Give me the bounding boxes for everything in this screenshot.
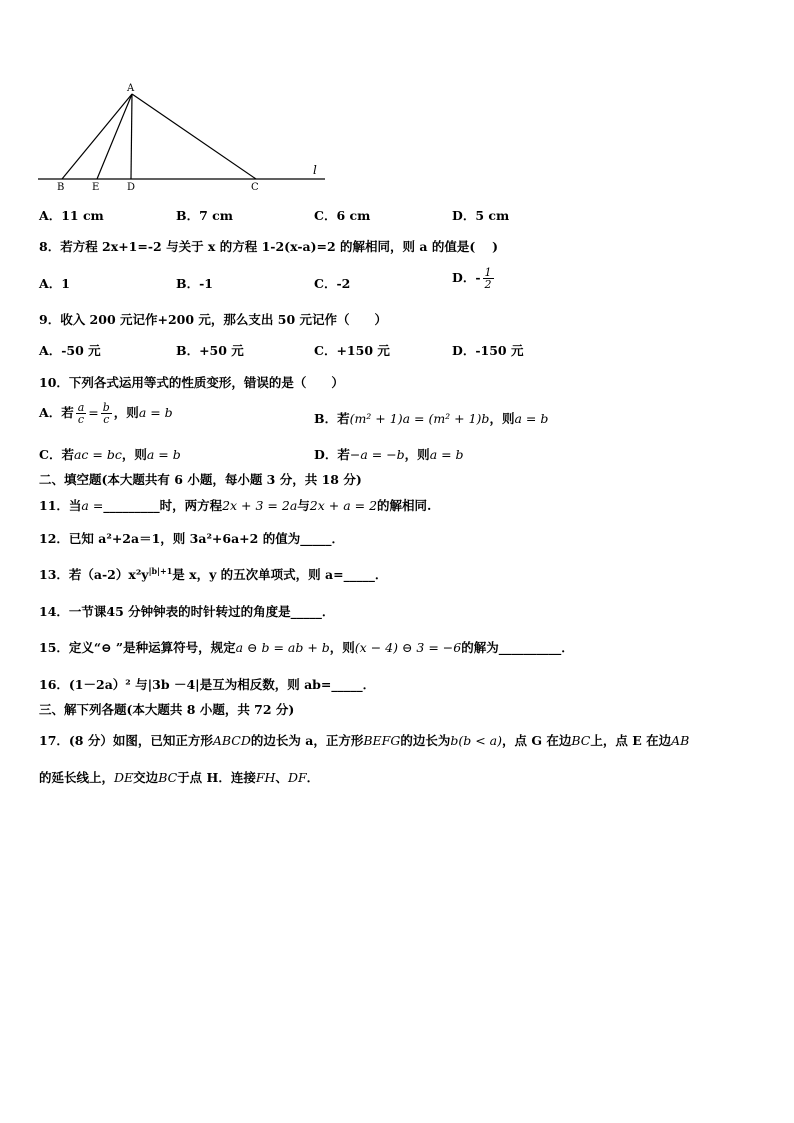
segment-AB bbox=[62, 94, 132, 179]
q17-line-2 bbox=[39, 769, 319, 787]
fraction-numerator: 1 bbox=[484, 266, 492, 279]
q11-m2: 2x + 3 = 2a bbox=[222, 498, 298, 513]
q9-text: 9．收入 200 元记作+200 元，那么支出 50 元记作（ ） bbox=[39, 312, 388, 327]
segment-AD bbox=[131, 94, 132, 179]
q17-l1-p1: 17．(8 分）如图，已知正方形 bbox=[39, 733, 213, 748]
q9-option-b: B．+50 元 bbox=[176, 343, 244, 358]
q15-m1: a ⊖ b = ab + b bbox=[235, 640, 330, 655]
q16-text: 16．(1－2a）² 与|3b －4|是互为相反数，则 ab=_____． bbox=[39, 677, 376, 692]
q9-option-c: C．+150 元 bbox=[314, 343, 390, 358]
q10-b-math: (m² + 1)a = (m² + 1)b bbox=[349, 411, 490, 426]
q14-text: 14．一节课45 分钟钟表的时针转过的角度是_____． bbox=[39, 604, 335, 619]
q9-option-d: D．-150 元 bbox=[452, 343, 524, 358]
q10-c-prefix: C．若 bbox=[39, 447, 74, 462]
label-B: B bbox=[57, 182, 65, 193]
label-A: A bbox=[127, 83, 135, 94]
q9-option-a: A．-50 元 bbox=[39, 343, 101, 358]
q8-option-c: C．-2 bbox=[314, 276, 351, 291]
q11-blank: _________ bbox=[103, 498, 160, 513]
q7-option-b: B．7 cm bbox=[176, 208, 233, 223]
q17-l2-p5: ． bbox=[306, 770, 320, 785]
q10-option-c bbox=[39, 446, 181, 464]
q8-option-b: B．-1 bbox=[176, 276, 213, 291]
q17-m7: BC bbox=[158, 770, 178, 785]
q17-l1-p3: 的边长为 bbox=[400, 733, 451, 748]
q17-m1: ABCD bbox=[212, 733, 251, 748]
q17-m5: AB bbox=[671, 733, 690, 748]
q7-option-d: D．5 cm bbox=[452, 208, 510, 223]
q10-option-b bbox=[314, 410, 548, 428]
segment-AE bbox=[97, 94, 132, 179]
q10-a-equals: = bbox=[88, 405, 99, 420]
q15-p2: ，则 bbox=[329, 640, 355, 655]
q10-c-math: ac = bc bbox=[73, 447, 122, 462]
q10-a-fraction-2 bbox=[101, 402, 112, 425]
q11-p3: 与 bbox=[297, 498, 310, 513]
q17-l2-p3: 于点 H．连接 bbox=[177, 770, 256, 785]
q13-superscript: |b|+1 bbox=[148, 565, 173, 576]
label-D: D bbox=[127, 182, 136, 193]
q10-d-suffix: ，则 bbox=[404, 447, 430, 462]
q8-text: 8．若方程 2x+1=-2 与关于 x 的方程 1-2(x-a)=2 的解相同，则 a 的值是( ) bbox=[39, 239, 499, 254]
q7-option-a: A．11 cm bbox=[39, 208, 104, 223]
q7-option-c: C．6 cm bbox=[314, 208, 371, 223]
q17-m3: b(b < a) bbox=[450, 733, 502, 748]
q17-l2-p4: 、 bbox=[275, 770, 288, 785]
q10-option-d bbox=[314, 446, 464, 464]
label-C: C bbox=[251, 182, 259, 193]
q15-p1: 15．定义“⊖ ”是种运算符号，规定 bbox=[39, 640, 236, 655]
label-l: l bbox=[313, 163, 317, 177]
q10-option-a bbox=[39, 402, 173, 425]
q17-m8: FH bbox=[255, 770, 276, 785]
q10-a-math: a = b bbox=[138, 405, 173, 420]
q10-d-math2: a = b bbox=[429, 447, 464, 462]
q13-p2: 是 x，y 的五次单项式，则 a=_____． bbox=[172, 567, 388, 582]
q11-p1: 11．当 bbox=[39, 498, 82, 513]
q10-c-suffix: ，则 bbox=[121, 447, 147, 462]
q17-l1-p5: 上，点 E 在边 bbox=[590, 733, 672, 748]
q12-text: 12．已知 a²+2a＝1，则 3a²+6a+2 的值为_____． bbox=[39, 531, 344, 546]
q11-m1: a = bbox=[81, 498, 104, 513]
q8-option-d-fraction bbox=[483, 267, 494, 290]
q10-c-math2: a = b bbox=[146, 447, 181, 462]
fraction-numerator: b bbox=[102, 401, 110, 414]
q8-option-d bbox=[452, 267, 496, 290]
q13-p1: 13．若（a-2）x²y bbox=[39, 567, 149, 582]
section-3-heading: 三、解下列各题(本大题共 8 小题，共 72 分) bbox=[39, 702, 295, 717]
q10-a-suffix: ，则 bbox=[113, 405, 139, 420]
q17-l2-p1: 的延长线上， bbox=[39, 770, 115, 785]
fraction-denominator: c bbox=[77, 413, 85, 426]
q10-d-math: −a = −b bbox=[349, 447, 405, 462]
q15-m2: (x − 4) ⊖ 3 = −6 bbox=[354, 640, 462, 655]
fraction-numerator: a bbox=[77, 401, 85, 414]
q10-b-suffix: ，则 bbox=[489, 411, 515, 426]
q15-p3: 的解为__________． bbox=[461, 640, 574, 655]
q17-m2: BEFG bbox=[363, 733, 401, 748]
q17-l1-p2: 的边长为 a，正方形 bbox=[250, 733, 364, 748]
triangle-figure bbox=[35, 80, 335, 195]
q10-a-prefix: A．若 bbox=[39, 405, 74, 420]
q10-b-math2: a = b bbox=[514, 411, 549, 426]
q10-d-prefix: D．若 bbox=[314, 447, 350, 462]
q17-line-1 bbox=[39, 732, 689, 750]
section-2-heading: 二、填空题(本大题共有 6 小题，每小题 3 分，共 18 分) bbox=[39, 472, 362, 487]
q11-p4: 的解相同. bbox=[377, 498, 432, 513]
q15-text bbox=[39, 639, 574, 657]
q10-text: 10．下列各式运用等式的性质变形，错误的是（ ） bbox=[39, 375, 344, 390]
q10-b-prefix: B．若 bbox=[314, 411, 350, 426]
q17-l1-p4: ，点 G 在边 bbox=[501, 733, 572, 748]
q17-m4: BC bbox=[571, 733, 591, 748]
q8-option-d-prefix: D．- bbox=[452, 270, 481, 285]
fraction-denominator: c bbox=[103, 413, 110, 426]
q10-a-fraction-1 bbox=[76, 402, 87, 425]
q17-m9: DF bbox=[287, 770, 307, 785]
q11-text bbox=[39, 497, 431, 515]
q17-m6: DE bbox=[114, 770, 134, 785]
label-E: E bbox=[92, 182, 100, 193]
q11-p2: 时，两方程 bbox=[159, 498, 223, 513]
q8-option-a: A．1 bbox=[39, 276, 70, 291]
q13-text bbox=[39, 566, 387, 584]
fraction-denominator: 2 bbox=[484, 278, 492, 291]
q11-m3: 2x + a = 2 bbox=[309, 498, 378, 513]
segment-AC bbox=[132, 94, 256, 179]
q17-l2-p2: 交边 bbox=[133, 770, 159, 785]
